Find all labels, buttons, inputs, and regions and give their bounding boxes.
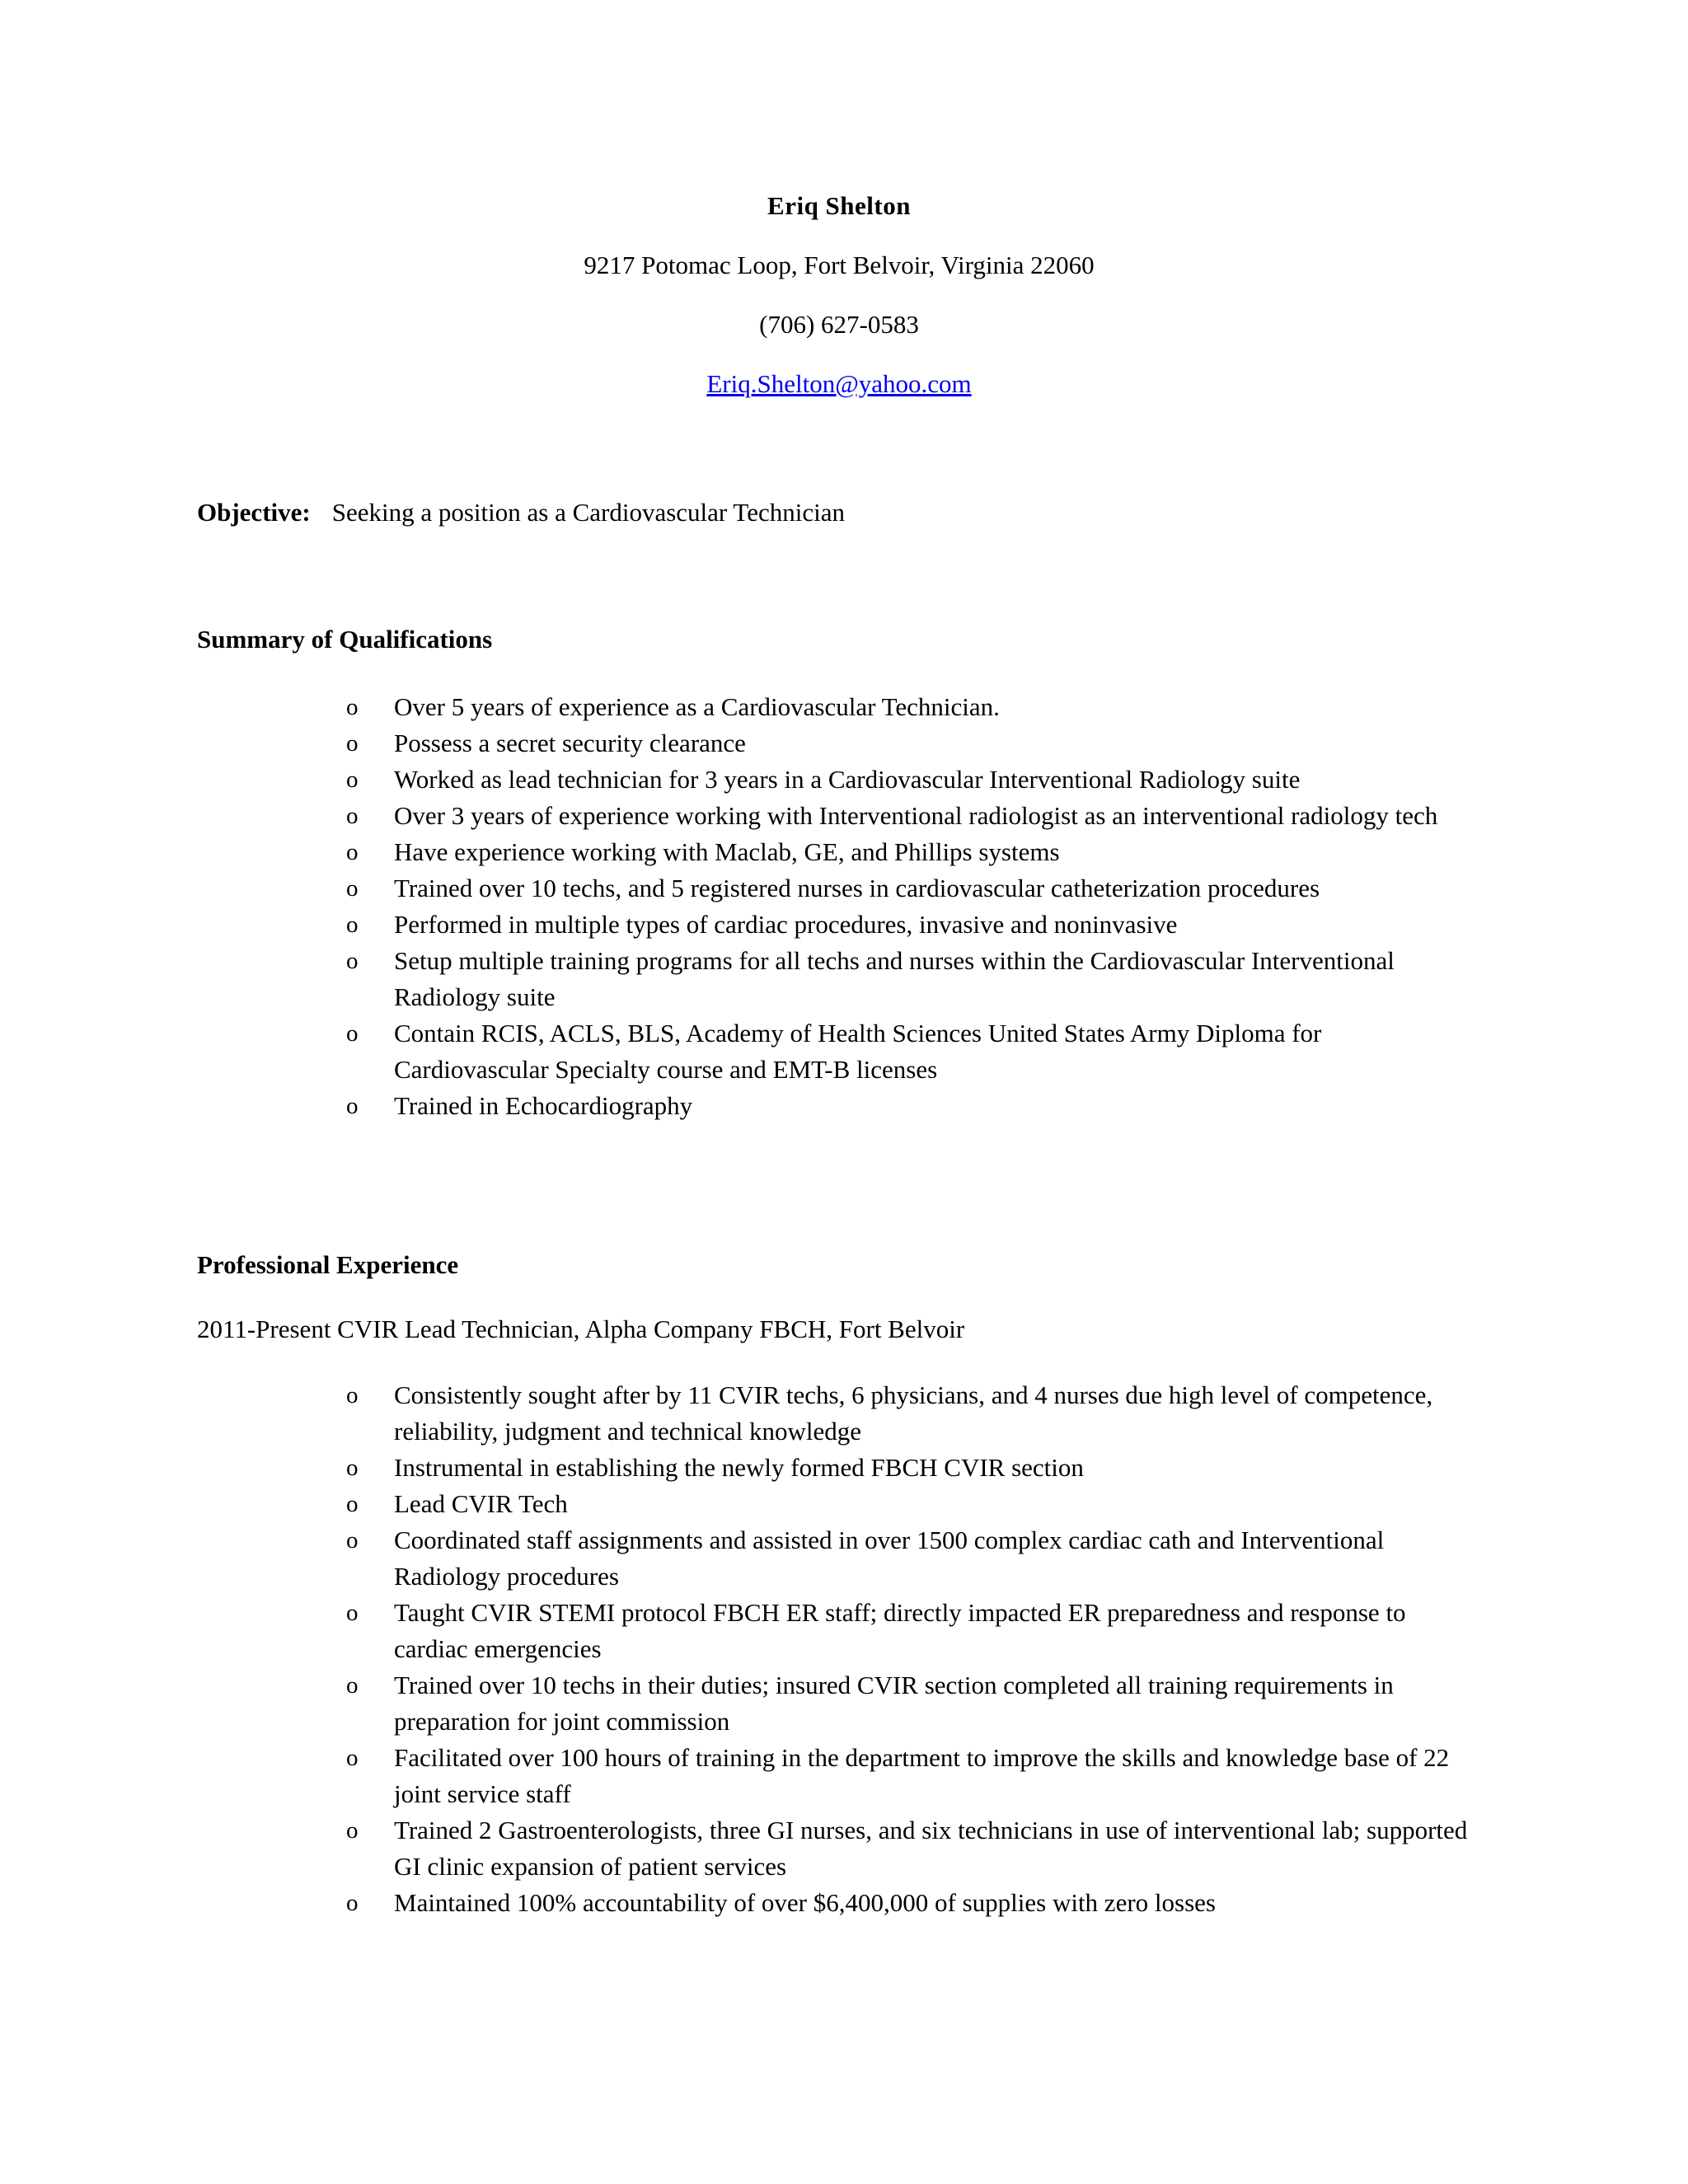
bullet-marker: o	[346, 1491, 359, 1517]
list-item-text: Trained over 10 techs in their duties; insured CVIR section completed all training requirements in preparation for joint commission	[394, 1671, 1394, 1736]
bullet-marker: o	[346, 730, 359, 757]
list-item	[346, 1740, 1475, 1812]
bullet-marker: o	[346, 1020, 359, 1047]
candidate-name: Eriq Shelton	[767, 191, 911, 220]
list-item	[346, 1450, 1475, 1486]
list-item-text: Taught CVIR STEMI protocol FBCH ER staff; directly impacted ER preparedness and response to cardiac emergencies	[394, 1598, 1406, 1663]
list-item-text: Instrumental in establishing the newly formed FBCH CVIR section	[394, 1453, 1084, 1482]
list-item-text: Maintained 100% accountability of over $6,400,000 of supplies with zero losses	[394, 1888, 1216, 1917]
list-item	[346, 1088, 1475, 1124]
list-item-text: Trained 2 Gastroenterologists, three GI nurses, and six technicians in use of interventional lab; supported GI clinic expansion of patient services	[394, 1816, 1468, 1881]
list-item	[346, 1486, 1475, 1522]
bullet-marker: o	[346, 1527, 359, 1554]
list-item	[346, 834, 1475, 870]
list-item-text: Trained over 10 techs, and 5 registered nurses in cardiovascular catheterization procedures	[394, 874, 1320, 902]
list-item-text: Over 5 years of experience as a Cardiovascular Technician.	[394, 692, 1000, 721]
bullet-marker: o	[346, 803, 359, 829]
list-item	[346, 689, 1475, 725]
objective-label: Objective:	[197, 498, 311, 527]
qualifications-list	[346, 689, 1475, 1124]
bullet-marker: o	[346, 1817, 359, 1844]
bullet-marker: o	[346, 912, 359, 938]
bullet-marker: o	[346, 839, 359, 865]
list-item	[346, 1377, 1475, 1450]
list-item	[346, 1015, 1475, 1088]
bullet-marker: o	[346, 1600, 359, 1626]
list-item-text: Worked as lead technician for 3 years in a Cardiovascular Interventional Radiology suite	[394, 765, 1301, 794]
list-item-text: Trained in Echocardiography	[394, 1091, 693, 1120]
bullet-marker: o	[346, 1672, 359, 1699]
qualifications-heading: Summary of Qualifications	[197, 625, 493, 654]
list-item-text: Possess a secret security clearance	[394, 729, 746, 757]
bullet-marker: o	[346, 948, 359, 974]
list-item	[346, 1595, 1475, 1667]
list-item-text: Facilitated over 100 hours of training in the department to improve the skills and knowledge base of 22 joint service staff	[394, 1743, 1450, 1808]
list-item	[346, 907, 1475, 943]
bullet-marker: o	[346, 1890, 359, 1916]
list-item-text: Coordinated staff assignments and assisted in over 1500 complex cardiac cath and Interventional Radiology procedures	[394, 1526, 1385, 1591]
list-item	[346, 1812, 1475, 1885]
bullet-marker: o	[346, 1745, 359, 1771]
list-item-text: Consistently sought after by 11 CVIR techs, 6 physicians, and 4 nurses due high level of competence, reliability, judgment and technical knowledge	[394, 1380, 1433, 1446]
experience-list	[346, 1377, 1475, 1921]
list-item	[346, 725, 1475, 762]
list-item-text: Contain RCIS, ACLS, BLS, Academy of Health Sciences United States Army Diploma for Cardiovascular Specialty course and EMT-B licenses	[394, 1019, 1322, 1084]
list-item	[346, 798, 1475, 834]
experience-heading: Professional Experience	[197, 1250, 459, 1279]
candidate-address: 9217 Potomac Loop, Fort Belvoir, Virginia 22060	[584, 251, 1095, 279]
list-item	[346, 1885, 1475, 1921]
objective-line	[197, 498, 845, 527]
candidate-phone: (706) 627-0583	[759, 310, 919, 339]
objective-text: Seeking a position as a Cardiovascular Technician	[331, 498, 845, 527]
bullet-marker: o	[346, 694, 359, 720]
bullet-marker: o	[346, 875, 359, 902]
list-item-text: Lead CVIR Tech	[394, 1489, 568, 1518]
candidate-email-link[interactable]: Eriq.Shelton@yahoo.com	[706, 369, 972, 398]
bullet-marker: o	[346, 766, 359, 793]
list-item-text: Setup multiple training programs for all techs and nurses within the Cardiovascular Interventional Radiology suite	[394, 946, 1395, 1011]
list-item	[346, 943, 1475, 1015]
list-item	[346, 1522, 1475, 1595]
job-title-line: 2011-Present CVIR Lead Technician, Alpha Company FBCH, Fort Belvoir	[197, 1315, 965, 1343]
list-item	[346, 1667, 1475, 1740]
bullet-marker: o	[346, 1382, 359, 1408]
list-item-text: Performed in multiple types of cardiac procedures, invasive and noninvasive	[394, 910, 1178, 939]
bullet-marker: o	[346, 1093, 359, 1119]
list-item-text: Have experience working with Maclab, GE, and Phillips systems	[394, 837, 1060, 866]
list-item-text: Over 3 years of experience working with Interventional radiologist as an interventional radiology tech	[394, 801, 1438, 830]
resume-header	[0, 191, 1678, 429]
list-item	[346, 762, 1475, 798]
bullet-marker: o	[346, 1455, 359, 1481]
list-item	[346, 870, 1475, 907]
